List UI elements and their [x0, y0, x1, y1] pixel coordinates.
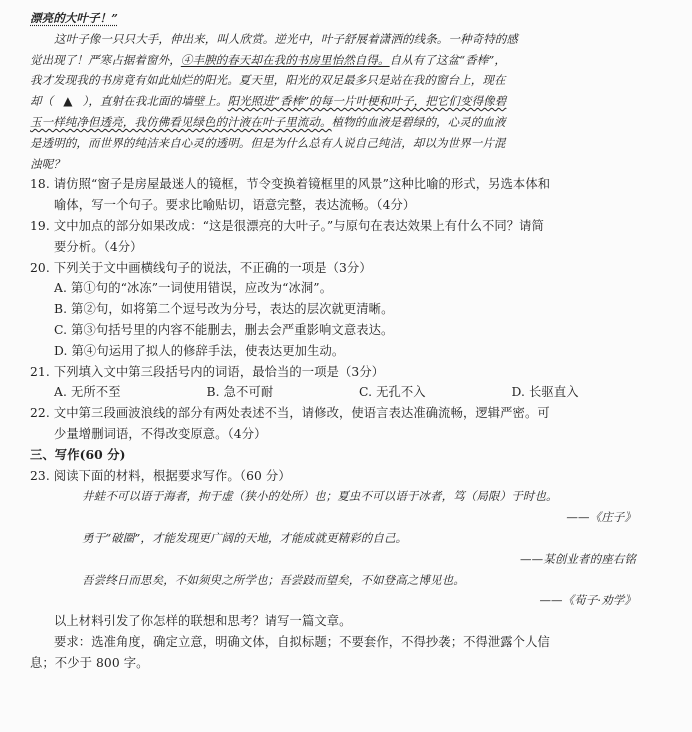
question-18	[30, 174, 664, 216]
question-19	[30, 216, 664, 258]
writing-prompt: 以上材料引发了你怎样的联想和思考？请写一篇文章。	[54, 614, 352, 629]
passage-line: 却（ ▲ ），直射在我北面的墙壁上。阳光照进“香棒”的每一片叶梗和叶子，把它们变得像碧	[30, 91, 664, 112]
question-23	[30, 466, 664, 674]
option-b: B. 第②句，如将第二个逗号改为分号，表达的层次就更清晰。	[54, 302, 394, 317]
material-quote: 井蛙不可以语于海者，拘于虚（狭小的处所）也；夏虫不可以语于冰者，笃（局限）于时也。	[82, 489, 558, 504]
quote-source: ——某创业者的座右铭	[520, 551, 636, 566]
question-text: 少量增删词语，不得改变原意。（4分）	[54, 426, 267, 441]
option-a: A. 无所不至	[54, 385, 121, 400]
material-quote: 勇于“破圈”，才能发现更广阔的天地，才能成就更精彩的自己。	[82, 530, 408, 545]
option-row	[30, 382, 664, 403]
question-22	[30, 403, 664, 445]
option-d: D. 长驱直入	[511, 385, 579, 400]
material-quote: 吾尝终日而思矣，不如须臾之所学也；吾尝跂而望矣，不如登高之博见也。	[82, 572, 465, 587]
option-d: D. 第④句运用了拟人的修辞手法，使表达更加生动。	[54, 343, 345, 358]
passage-line: 觉出现了！严寒占据着窗外，④丰腴的春天却在我的书房里怡然自得。自从有了这盆“香棒”，	[30, 52, 506, 67]
question-text: 喻体，写一个句子。要求比喻贴切，语意完整，表达流畅。（4分）	[54, 198, 416, 213]
question-text: 22. 文中第三段画波浪线的部分有两处表述不当，请修改，使语言表达准确流畅，逻辑严密。可	[30, 406, 550, 421]
question-text: 18. 请仿照“窗子是房屋最迷人的镜框，节令变换着镜框里的风景”这种比喻的形式，另选本体和	[30, 177, 551, 192]
writing-requirements: 要求：选准角度，确定立意，明确文体，自拟标题；不要套作，不得抄袭；不得泄露个人信	[54, 634, 550, 649]
option-c: C. 第③句括号里的内容不能删去，删去会严重影响文意表达。	[54, 322, 394, 337]
question-text: 19. 文中加点的部分如果改成：“这是很漂亮的大叶子。”与原句在表达效果上有什么不同？请简	[30, 218, 544, 233]
option-c: C. 无孔不入	[359, 385, 426, 400]
writing-requirements: 息；不少于 800 字。	[30, 655, 149, 670]
blank-triangle-icon: ▲	[63, 94, 73, 109]
passage-line: 玉一样纯净但透亮，我仿佛看见绿色的汁液在叶子里流动。植物的血液是碧绿的，心灵的血液	[30, 114, 506, 129]
option-a: A. 第①句的“冰冻”一词使用错误，应改为“冰洞”。	[54, 281, 333, 296]
section-heading: 三、写作(60 分)	[30, 446, 126, 462]
dotted-phrase: 漂亮的大叶子！”	[30, 11, 118, 25]
passage-line: 我才发现我的书房竟有如此灿烂的阳光。夏天里，阳光的双足最多只是站在我的窗台上，现在	[30, 73, 506, 88]
quote-source: ——《庄子》	[566, 510, 636, 525]
passage-line: 浊呢？	[30, 156, 65, 171]
wavy-underlined-text: 玉一样纯净但透亮，我仿佛看见绿色的汁液在叶子里流动。	[30, 114, 332, 129]
question-21	[30, 362, 664, 404]
question-20	[30, 258, 664, 362]
reading-passage	[30, 8, 664, 174]
question-stem: 20. 下列关于文中画横线句子的说法，不正确的一项是（3分）	[30, 260, 372, 275]
passage-line: 这叶子像一只只大手，伸出来，叫人欣赏。逆光中，叶子舒展着潇洒的线条。一种奇特的感	[54, 31, 518, 46]
option-b: B. 急不可耐	[206, 385, 274, 400]
passage-line: 是透明的，而世界的纯洁来自心灵的透明。但是为什么总有人说自己纯洁，却以为世界一片混	[30, 135, 506, 150]
wavy-underlined-text: 阳光照进“香棒”的每一片叶梗和叶子，把它们变得像碧	[227, 94, 507, 109]
question-stem: 23. 阅读下面的材料，根据要求写作。（60 分）	[30, 468, 291, 483]
quote-source: ——《荀子·劝学》	[539, 593, 636, 608]
question-text: 要分析。（4分）	[54, 239, 143, 254]
passage-line	[30, 8, 664, 29]
underlined-sentence-4: ④丰腴的春天却在我的书房里怡然自得。	[180, 52, 390, 67]
question-stem: 21. 下列填入文中第三段括号内的词语，最恰当的一项是（3分）	[30, 364, 385, 379]
